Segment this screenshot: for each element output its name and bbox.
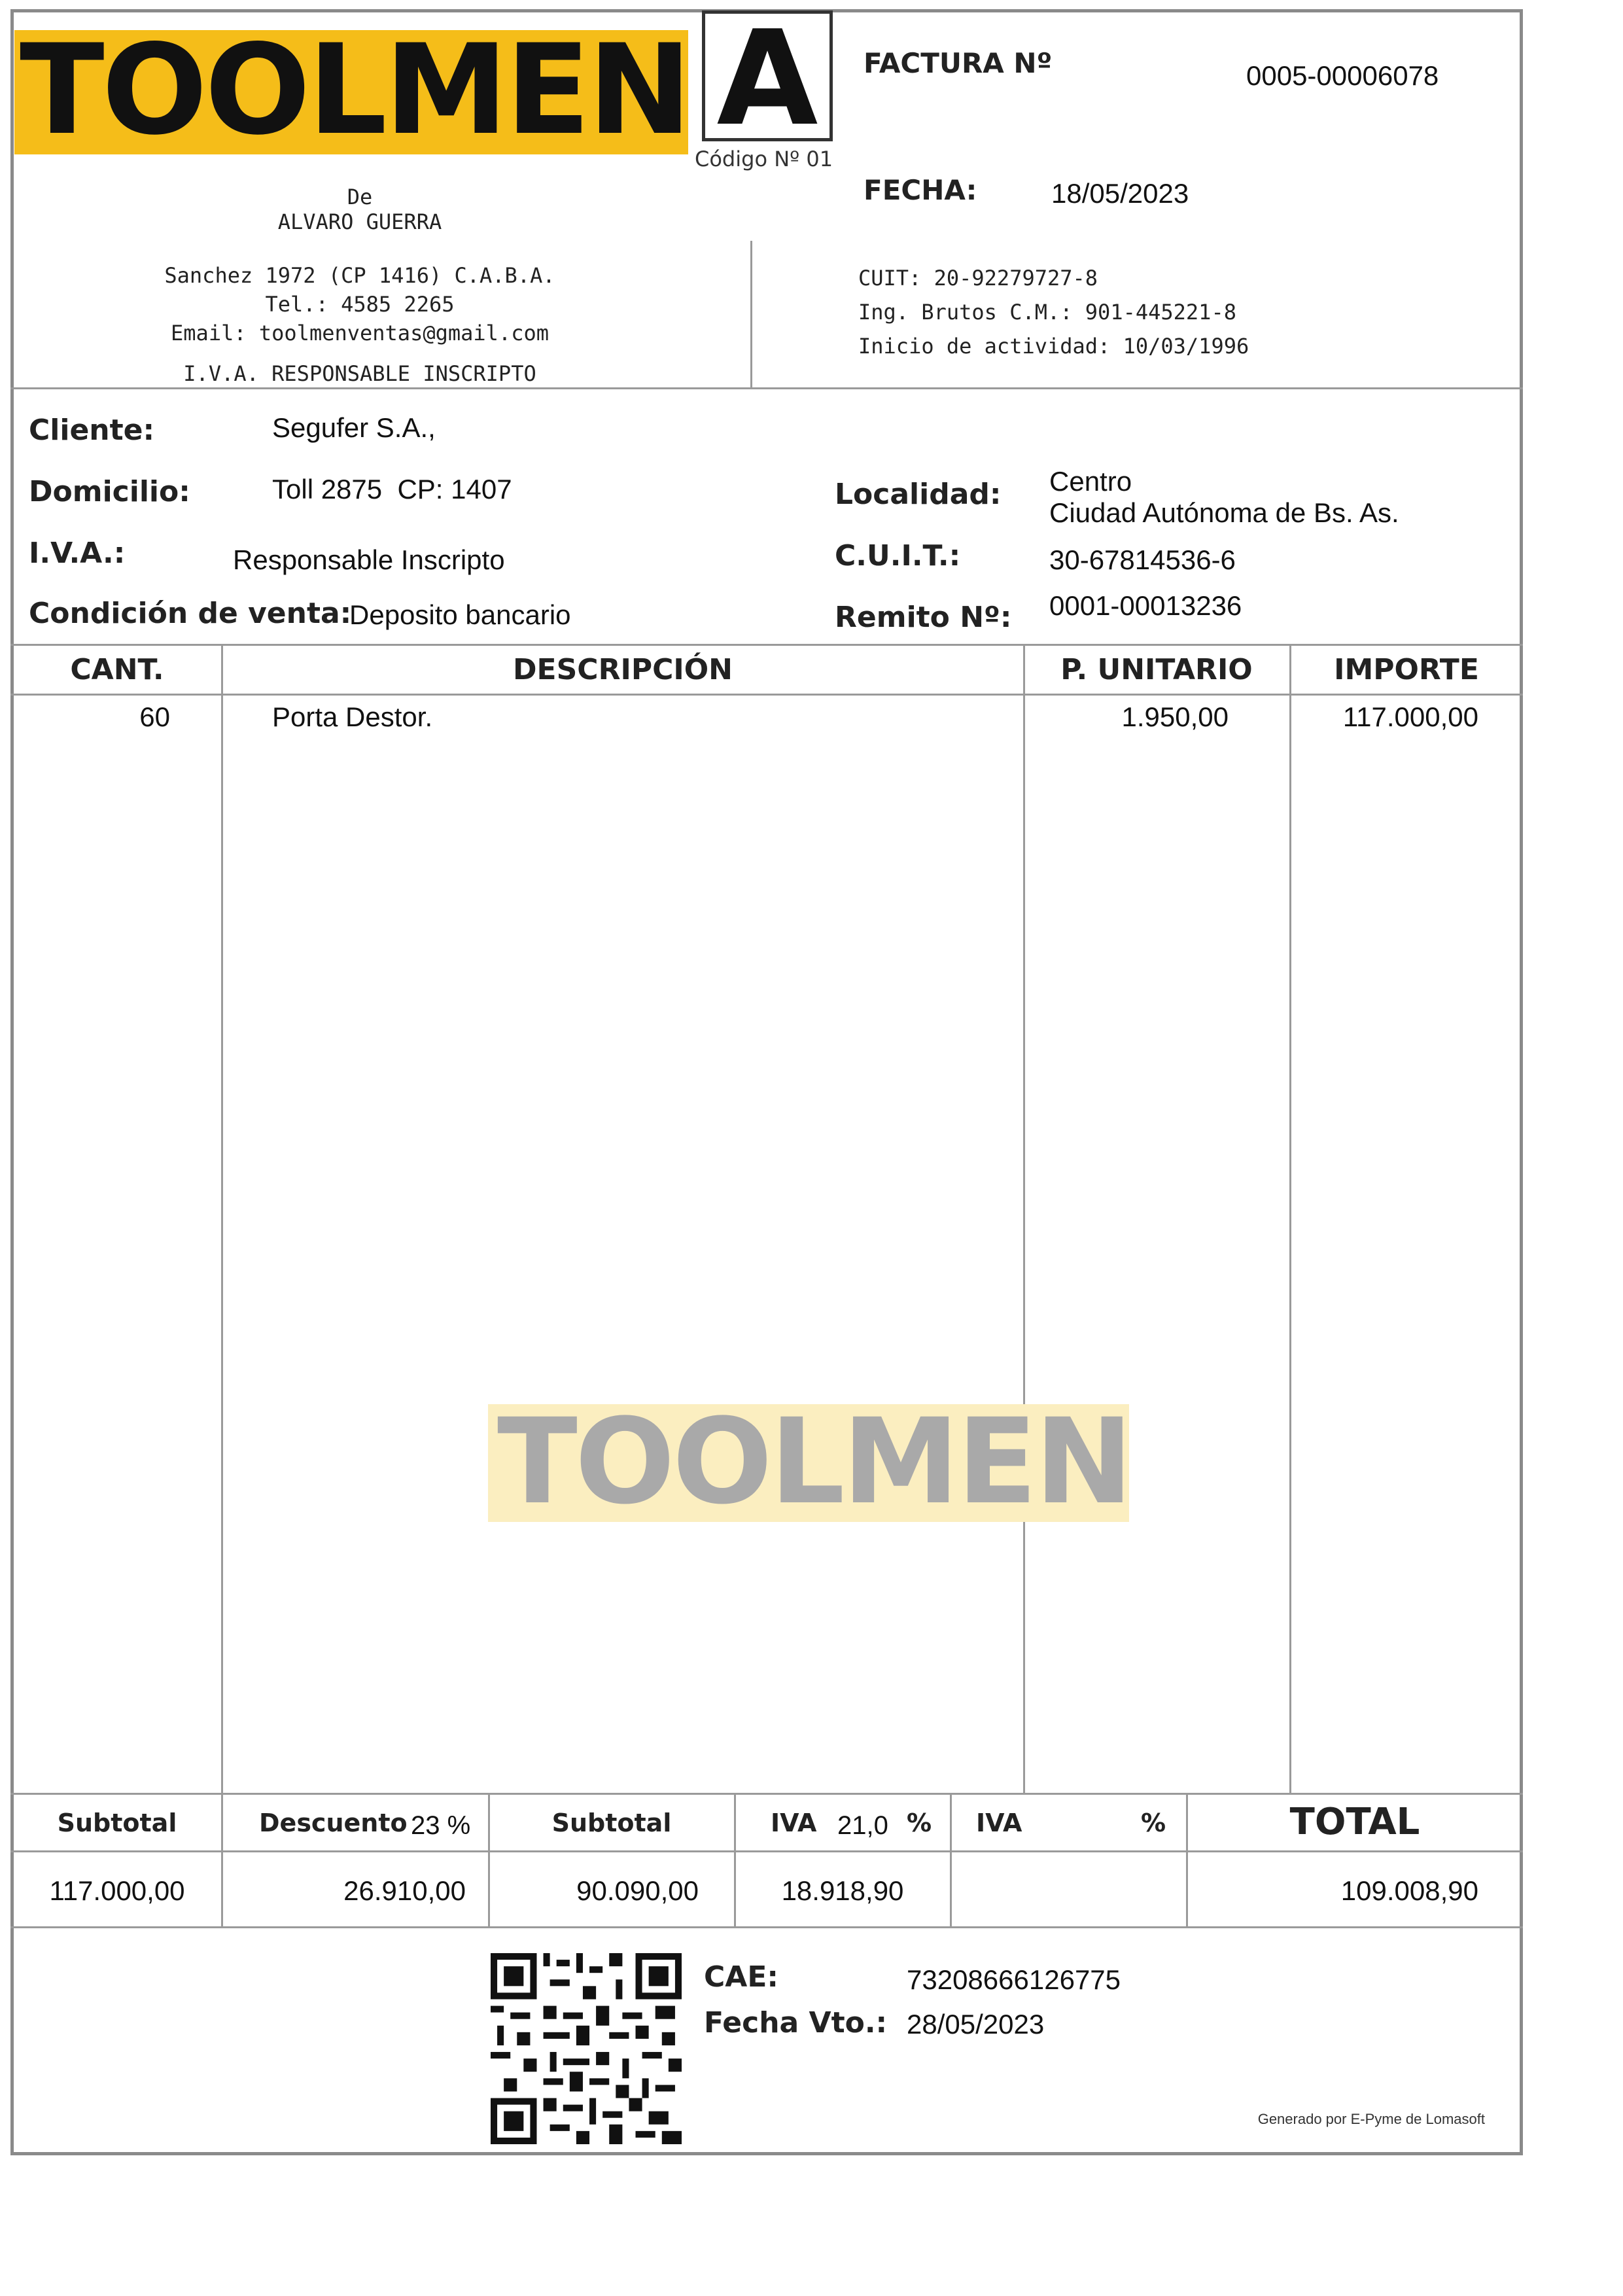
iva-value: 18.918,90 [781, 1875, 904, 1906]
invoice-date: 18/05/2023 [1051, 178, 1189, 209]
subtotal-label: Subtotal [57, 1809, 177, 1837]
issuer-from-label: De [347, 185, 373, 209]
totals-divider [950, 1793, 952, 1926]
issuer-cuit: CUIT: 20-92279727-8 [858, 266, 1098, 291]
subtotal-value: 117.000,00 [49, 1875, 185, 1906]
iva2-label: IVA [976, 1809, 1022, 1837]
cae-label: CAE: [704, 1960, 778, 1994]
invoice-number: 0005-00006078 [1246, 60, 1439, 91]
column-divider [1289, 644, 1291, 1793]
total-value: 109.008,90 [1340, 1875, 1478, 1906]
client-address-label: Domicilio: [29, 475, 190, 508]
row-description: Porta Destor. [272, 701, 433, 732]
totals-mid-line [10, 1850, 1523, 1852]
totals-top-line [10, 1793, 1523, 1795]
totals-bottom-line [10, 1926, 1523, 1928]
iva-label: IVA [771, 1809, 817, 1837]
row-unit-price: 1.950,00 [1121, 701, 1229, 732]
invoice-number-label: FACTURA Nº [864, 47, 1053, 79]
client-cuit-label: C.U.I.T.: [835, 539, 961, 573]
row-amount: 117.000,00 [1342, 701, 1478, 732]
client-iva: Responsable Inscripto [233, 544, 505, 575]
column-divider [221, 644, 223, 1793]
client-cuit: 30-67814536-6 [1049, 544, 1236, 575]
remito-number: 0001-00013236 [1049, 590, 1242, 621]
iva-rate: 21,0 [837, 1811, 888, 1840]
issuer-address: Sanchez 1972 (CP 1416) C.A.B.A. [164, 263, 555, 288]
sale-condition: Deposito bancario [349, 599, 571, 630]
issuer-iibb: Ing. Brutos C.M.: 901-445221-8 [858, 300, 1236, 325]
discount-value: 26.910,00 [343, 1875, 466, 1906]
table-top-line [10, 644, 1523, 646]
qr-code-image [491, 1953, 682, 2144]
discount-percent: 23 % [411, 1811, 471, 1840]
issuer-email: Email: toolmenventas@gmail.com [171, 321, 549, 345]
client-locality-line-2: Ciudad Autónoma de Bs. As. [1049, 497, 1399, 528]
table-header-line [10, 694, 1523, 696]
subtotal-after-discount-value: 90.090,00 [576, 1875, 699, 1906]
cae-due-label: Fecha Vto.: [704, 2006, 888, 2040]
invoice-letter: A [702, 10, 833, 141]
column-header-description: DESCRIPCIÓN [513, 653, 733, 686]
sale-condition-label: Condición de venta: [29, 597, 352, 630]
row-qty: 60 [139, 701, 170, 732]
client-label: Cliente: [29, 414, 155, 447]
column-header-qty: CANT. [70, 653, 164, 686]
brand-logo: TOOLMEN [20, 18, 689, 162]
issuer-start-date: Inicio de actividad: 10/03/1996 [858, 334, 1249, 359]
total-label: TOTAL [1289, 1801, 1420, 1843]
issuer-name: ALVARO GUERRA [277, 209, 442, 234]
cae-number: 73208666126775 [907, 1964, 1121, 1995]
generated-by-note: Generado por E-Pyme de Lomasoft [1257, 2111, 1485, 2127]
discount-label: Descuento [259, 1809, 408, 1837]
column-header-amount: IMPORTE [1334, 653, 1479, 686]
invoice-date-label: FECHA: [864, 174, 977, 206]
column-divider [1023, 644, 1025, 1793]
iva-percent-sign: % [907, 1809, 932, 1837]
client-locality-label: Localidad: [835, 478, 1002, 511]
invoice-code: Código Nº 01 [695, 147, 833, 171]
remito-label: Remito Nº: [835, 601, 1012, 634]
cae-due-date: 28/05/2023 [907, 2009, 1045, 2040]
client-iva-label: I.V.A.: [29, 537, 126, 570]
client-name: Segufer S.A., [272, 412, 436, 443]
iva2-percent-sign: % [1141, 1809, 1166, 1837]
subtotal-after-discount-label: Subtotal [551, 1809, 672, 1837]
header-divider [750, 241, 752, 389]
watermark: TOOLMEN [497, 1394, 1131, 1530]
divider [10, 387, 1523, 389]
issuer-tax-status: I.V.A. RESPONSABLE INSCRIPTO [183, 361, 536, 386]
issuer-phone: Tel.: 4585 2265 [265, 292, 455, 317]
column-header-unit-price: P. UNITARIO [1060, 653, 1253, 686]
client-locality-line-1: Centro [1049, 466, 1132, 497]
client-address: Toll 2875 CP: 1407 [272, 474, 512, 504]
